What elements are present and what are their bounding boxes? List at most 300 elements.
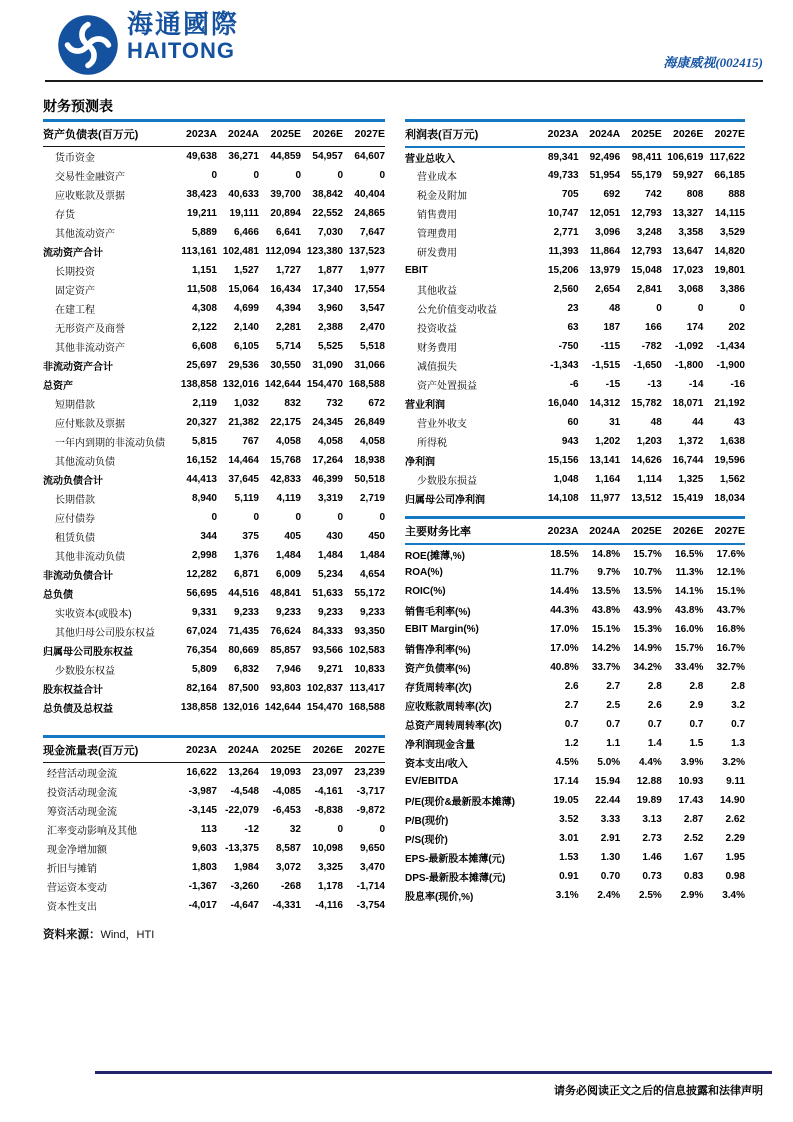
cell-value: 138,858 [180, 701, 217, 713]
cell-value: 11.3% [675, 567, 704, 578]
cell-value: 2.6 [647, 700, 662, 711]
cell-value: 34.2% [633, 662, 662, 673]
cell-value: -6,453 [272, 804, 301, 816]
table-row [405, 620, 745, 639]
logo-english-text: HAITONG [127, 38, 236, 63]
table-row [405, 356, 745, 375]
cell-value: 3.2 [731, 700, 745, 711]
cell-value: 2.7 [564, 700, 579, 711]
row-label: 在建工程 [55, 304, 95, 316]
cell-value: 9,650 [359, 842, 385, 854]
cell-value: 3,248 [636, 227, 662, 238]
cell-value: 24,865 [354, 207, 385, 219]
cell-value: 6,009 [275, 568, 301, 580]
cell-value: 85,857 [270, 644, 301, 656]
cell-value: 13,264 [228, 766, 259, 778]
cell-value: 40,404 [354, 188, 385, 200]
cell-value: 2.62 [725, 814, 745, 825]
year-column-header: 2026E [301, 121, 343, 147]
row-label: 销售净利率(%) [405, 645, 471, 656]
cell-value: 113 [200, 823, 217, 835]
page-title: 财务预测表 [43, 100, 113, 115]
row-label: 总负债 [43, 589, 73, 601]
cell-value: 3,325 [317, 861, 343, 873]
cell-value: 2,140 [233, 321, 259, 333]
cell-value: 16,744 [672, 455, 704, 466]
logo-chinese-text: 海通國際 [127, 9, 240, 39]
table-row [405, 394, 745, 413]
cell-value: 3.2% [722, 757, 745, 768]
cell-value: 14,115 [714, 208, 745, 219]
cell-value: 23,097 [312, 766, 343, 778]
cell-value: 3,529 [719, 227, 745, 238]
cell-value: -9,872 [356, 804, 385, 816]
cell-value: 4,058 [359, 435, 385, 447]
cell-value: 3,096 [595, 227, 621, 238]
table-row [43, 782, 385, 801]
row-label: 营业利润 [405, 400, 445, 411]
cell-value: 13,512 [631, 493, 662, 504]
cell-value: 15.7% [675, 643, 704, 654]
ratios-table-title: 主要财务比率 [405, 518, 537, 545]
cell-value: 2.29 [725, 833, 745, 844]
cell-value: 2,122 [191, 321, 217, 333]
row-label: 应付账款及票据 [55, 418, 125, 430]
table-row [43, 413, 385, 432]
row-label: ROIC(%) [405, 586, 446, 597]
cell-value: 5,714 [275, 340, 301, 352]
cell-value: 44.3% [550, 605, 579, 616]
table-row [405, 299, 745, 318]
cell-value: 1,372 [678, 436, 704, 447]
table-row [405, 147, 745, 166]
cell-value: 4.4% [638, 757, 662, 768]
cell-value: 5,815 [191, 435, 217, 447]
cell-value: -4,085 [272, 785, 301, 797]
table-row [43, 508, 385, 527]
cell-value: 3.52 [559, 814, 579, 825]
cell-value: 1.46 [642, 852, 662, 863]
cell-value: 2,841 [636, 284, 662, 295]
cell-value: 154,470 [306, 378, 343, 390]
cell-value: 44 [692, 417, 704, 428]
cell-value: 11,393 [548, 246, 579, 257]
cell-value: 7,030 [317, 226, 343, 238]
row-label: P/S(现价) [405, 835, 448, 846]
cell-value: -1,714 [356, 880, 385, 892]
cell-value: 16.8% [716, 624, 745, 635]
cell-value: 5,518 [359, 340, 385, 352]
row-label: 财务费用 [417, 343, 457, 354]
cell-value: 9,233 [317, 606, 343, 618]
cell-value: -22,079 [225, 804, 259, 816]
year-column-header: 2026E [662, 121, 704, 148]
year-column-header: 2023A [537, 121, 579, 148]
cell-value: 4,119 [276, 492, 301, 504]
cell-value: 87,500 [228, 682, 259, 694]
table-row [405, 185, 745, 204]
cell-value: 48 [609, 303, 621, 314]
cell-value: 2,470 [359, 321, 385, 333]
table-row [43, 527, 385, 546]
cell-value: 1,984 [233, 861, 259, 873]
cell-value: 18.5% [550, 548, 579, 560]
row-label: 应收账款及票据 [55, 190, 125, 202]
row-label: 流动负债合计 [43, 475, 103, 487]
cell-value: 15,768 [270, 454, 301, 466]
cell-value: -4,331 [272, 899, 301, 911]
cell-value: 1,727 [275, 264, 301, 276]
cell-value: 19.05 [553, 795, 579, 806]
table-row [405, 582, 745, 601]
cell-value: 102,481 [222, 245, 259, 257]
cell-value: 56,695 [186, 587, 217, 599]
cell-value: -268 [280, 880, 301, 892]
cell-value: 11.7% [550, 567, 579, 578]
cell-value: 0.98 [725, 871, 745, 882]
cell-value: 1,164 [595, 474, 621, 485]
cell-value: -1,515 [591, 360, 621, 371]
cell-value: 13,647 [672, 246, 704, 257]
table-row [405, 829, 745, 848]
cell-value: 0 [211, 511, 217, 523]
cell-value: 7,647 [359, 226, 385, 238]
cell-value: 92,496 [589, 151, 621, 163]
cell-value: -3,717 [356, 785, 385, 797]
cell-value: 1,114 [637, 474, 662, 485]
table-row [405, 563, 745, 582]
cell-value: 3,358 [678, 227, 704, 238]
cell-value: 93,566 [312, 644, 343, 656]
cell-value: 9,271 [317, 663, 343, 675]
row-label: 其他流动资产 [55, 228, 115, 240]
row-label: 短期借款 [55, 399, 95, 411]
cell-value: 1,178 [317, 880, 343, 892]
cell-value: 0.7 [731, 719, 745, 730]
cell-value: 59,927 [672, 170, 704, 181]
cell-value: 44,859 [270, 150, 301, 162]
cell-value: 15,156 [548, 455, 579, 466]
cell-value: 142,644 [264, 378, 301, 390]
year-column-header: 2027E [343, 121, 385, 147]
cell-value: 36,271 [228, 150, 259, 162]
table-row [43, 820, 385, 839]
cell-value: 4,058 [317, 435, 343, 447]
cell-value: 450 [368, 530, 385, 542]
row-label: EBIT Margin(%) [405, 624, 479, 635]
cell-value: 49,638 [186, 150, 217, 162]
cell-value: 123,380 [306, 245, 343, 257]
row-label: 汇率变动影响及其他 [47, 825, 137, 837]
cell-value: 2.8 [689, 681, 704, 692]
ratios-table [405, 516, 745, 905]
cell-value: 0 [253, 169, 259, 181]
table-row [405, 242, 745, 261]
table-header-row [405, 518, 745, 545]
cell-value: 2.73 [642, 833, 662, 844]
cell-value: 2.5 [606, 700, 621, 711]
cell-value: 6,105 [233, 340, 259, 352]
cell-value: -3,260 [230, 880, 259, 892]
row-label: 无形资产及商誉 [55, 323, 125, 335]
cell-value: 1,202 [595, 436, 621, 447]
cell-value: -115 [600, 341, 621, 352]
cell-value: 15.7% [633, 548, 662, 560]
row-label: 其他非流动负债 [55, 551, 125, 563]
cell-value: 2.8 [731, 681, 745, 692]
cell-value: 38,842 [312, 188, 343, 200]
cell-value: -12 [244, 823, 259, 835]
cell-value: -1,800 [675, 360, 704, 371]
table-row [43, 603, 385, 622]
row-label: 减值损失 [417, 362, 457, 373]
cell-value: 18,938 [354, 454, 385, 466]
cell-value: 15,419 [672, 493, 704, 504]
cell-value: 13.5% [633, 586, 662, 597]
cell-value: 3,386 [719, 284, 745, 295]
cell-value: 3,072 [275, 861, 301, 873]
year-column-header: 2026E [301, 737, 343, 763]
table-row [405, 470, 745, 489]
table-row [43, 565, 385, 584]
cell-value: 2.9 [689, 700, 704, 711]
cell-value: 142,644 [264, 701, 301, 713]
cell-value: 14.1% [675, 586, 704, 597]
cell-value: 1,527 [233, 264, 259, 276]
cell-value: 1.2 [564, 738, 579, 749]
year-column-header: 2025E [259, 121, 301, 147]
cell-value: 943 [561, 436, 579, 447]
cell-value: 40.8% [550, 662, 579, 673]
year-column-header: 2025E [620, 121, 662, 148]
cell-value: 0 [337, 511, 343, 523]
table-row [405, 413, 745, 432]
cell-value: 19,211 [186, 207, 217, 219]
row-label: 非流动资产合计 [43, 361, 113, 373]
cell-value: 0.7 [689, 719, 704, 730]
table-row [405, 696, 745, 715]
cell-value: 0.83 [683, 871, 704, 882]
cell-value: 30,550 [270, 359, 301, 371]
row-label: 投资活动现金流 [47, 787, 117, 799]
cell-value: 705 [561, 189, 579, 200]
cell-value: 21,192 [714, 398, 745, 409]
year-column-header: 2027E [703, 121, 745, 148]
table-row [43, 337, 385, 356]
cell-value: 9.11 [726, 776, 745, 787]
cell-value: 166 [645, 322, 662, 333]
cell-value: 8,940 [191, 492, 217, 504]
cell-value: 0.73 [642, 871, 662, 882]
cell-value: 2.5% [638, 890, 662, 901]
cell-value: 9.7% [597, 567, 621, 578]
year-column-header: 2023A [175, 737, 217, 763]
cell-value: 692 [603, 189, 621, 200]
cell-value: 10.93 [678, 776, 704, 787]
cell-value: 25,697 [186, 359, 217, 371]
cell-value: 20,894 [270, 207, 301, 219]
table-row [43, 166, 385, 185]
cell-value: 0 [337, 823, 343, 835]
row-label: 资本性支出 [47, 901, 97, 913]
row-label: 资产处置损益 [417, 381, 477, 392]
cell-value: 102,583 [348, 644, 385, 656]
row-label: 总资产周转周转率(次) [405, 721, 502, 732]
row-label: P/E(现价&最新股本摊薄) [405, 797, 515, 808]
cell-value: 31 [609, 417, 621, 428]
year-column-header: 2025E [259, 737, 301, 763]
source-value: Wind，HTI [100, 929, 155, 941]
cell-value: 6,871 [233, 568, 259, 580]
cell-value: 832 [284, 397, 301, 409]
cell-value: -13,375 [225, 842, 259, 854]
cell-value: 15,064 [228, 283, 259, 295]
cell-value: 48,841 [270, 587, 301, 599]
haitong-logo-icon [57, 14, 119, 76]
cell-value: 2,281 [275, 321, 301, 333]
cell-value: 55,179 [631, 170, 662, 181]
cell-value: 21,382 [228, 416, 259, 428]
table-row [405, 223, 745, 242]
cell-value: 98,411 [631, 151, 662, 163]
table-row [405, 261, 745, 280]
cell-value: 0.91 [559, 871, 579, 882]
row-label: 其他收益 [417, 286, 457, 297]
row-label: DPS-最新股本摊薄(元) [405, 873, 506, 884]
cell-value: 16.7% [716, 643, 745, 654]
cell-value: 17.14 [553, 776, 579, 787]
cell-value: 14.9% [633, 643, 662, 654]
row-label: 销售毛利率(%) [405, 607, 471, 618]
cell-value: 17,264 [312, 454, 343, 466]
logo-text [127, 11, 239, 62]
cell-value: 2,119 [192, 397, 217, 409]
cell-value: 12.1% [716, 567, 745, 578]
table-row [405, 337, 745, 356]
source-label: 资料来源： [43, 929, 101, 941]
cell-value: 3.01 [559, 833, 579, 844]
cell-value: 138,858 [180, 378, 217, 390]
cell-value: 93,350 [354, 625, 385, 637]
cell-value: 6,832 [233, 663, 259, 675]
cell-value: 0 [211, 169, 217, 181]
row-label: 投资收益 [417, 324, 457, 335]
cell-value: 0.7 [564, 719, 579, 730]
cell-value: -14 [688, 379, 704, 390]
row-label: 营运资本变动 [47, 882, 107, 894]
cell-value: 12.88 [636, 776, 662, 787]
cell-value: 137,523 [348, 245, 385, 257]
cell-value: 14.8% [591, 548, 621, 560]
cell-value: 63 [567, 322, 579, 333]
table-row [43, 641, 385, 660]
cell-value: 4.5% [555, 757, 579, 768]
cell-value: 2.87 [683, 814, 704, 825]
cell-value: 11,864 [590, 246, 621, 257]
row-label: 净利润 [405, 457, 435, 468]
cell-value: 10,098 [312, 842, 343, 854]
cell-value: 24,345 [312, 416, 343, 428]
row-label: ROA(%) [405, 567, 443, 578]
table-row [405, 753, 745, 772]
cell-value: 15.1% [591, 624, 621, 635]
cell-value: 2.7 [606, 681, 621, 692]
cell-value: 50,518 [354, 473, 385, 485]
table-row [43, 763, 385, 782]
cell-value: 10.7% [633, 567, 662, 578]
row-label: 筹资活动现金流 [47, 806, 117, 818]
table-header-row [43, 121, 385, 147]
cell-value: 405 [284, 530, 301, 542]
cell-value: 31,090 [312, 359, 343, 371]
cell-value: 2,719 [359, 492, 385, 504]
cell-value: 9,233 [359, 606, 385, 618]
cell-value: 2,388 [317, 321, 343, 333]
cell-value: -6 [569, 379, 579, 390]
year-column-header: 2024A [579, 121, 621, 148]
cell-value: -1,900 [716, 360, 745, 371]
cell-value: 14.90 [719, 795, 745, 806]
cell-value: 23,239 [354, 766, 385, 778]
table-row [405, 489, 745, 508]
row-label: 租赁负债 [55, 532, 95, 544]
cell-value: 16,152 [186, 454, 217, 466]
cell-value: 0.7 [606, 719, 621, 730]
balance-sheet-table [43, 119, 385, 717]
cell-value: 20,327 [186, 416, 217, 428]
cell-value: 42,833 [270, 473, 301, 485]
cell-value: 93,803 [270, 682, 301, 694]
cell-value: 23 [567, 303, 579, 314]
row-label: 流动资产合计 [43, 247, 103, 259]
table-row [43, 896, 385, 915]
year-column-header: 2027E [343, 737, 385, 763]
row-label: 其他归母公司股东权益 [55, 627, 155, 639]
row-label: 折旧与摊销 [47, 863, 97, 875]
cell-value: 22.44 [595, 795, 621, 806]
cell-value: 1,484 [317, 549, 343, 561]
table-row [43, 679, 385, 698]
cell-value: 15.3% [633, 624, 662, 635]
table-row [43, 584, 385, 603]
cell-value: 0 [739, 303, 745, 314]
cell-value: 9,331 [191, 606, 217, 618]
cell-value: -13 [647, 379, 662, 390]
cell-value: 2,560 [553, 284, 579, 295]
cell-value: 18,071 [672, 398, 704, 409]
cell-value: 2.4% [597, 890, 621, 901]
row-label: EBIT [405, 265, 428, 276]
cell-value: 5.0% [597, 757, 621, 768]
cell-value: 1.95 [725, 852, 745, 863]
cell-value: 39,700 [270, 188, 301, 200]
cell-value: 19,093 [270, 766, 301, 778]
table-row [405, 375, 745, 394]
cell-value: 3,960 [317, 302, 343, 314]
cell-value: 344 [200, 530, 217, 542]
cell-value: 19,596 [714, 455, 745, 466]
cell-value: 17,340 [312, 283, 343, 295]
cell-value: 0 [337, 169, 343, 181]
cell-value: 0.70 [600, 871, 621, 882]
cell-value: 1,376 [233, 549, 259, 561]
cash-flow-table [43, 735, 385, 915]
cell-value: 9,603 [191, 842, 217, 854]
table-row [405, 810, 745, 829]
cell-value: -782 [641, 341, 662, 352]
table-row [43, 280, 385, 299]
cell-value: 1.4 [647, 738, 662, 749]
